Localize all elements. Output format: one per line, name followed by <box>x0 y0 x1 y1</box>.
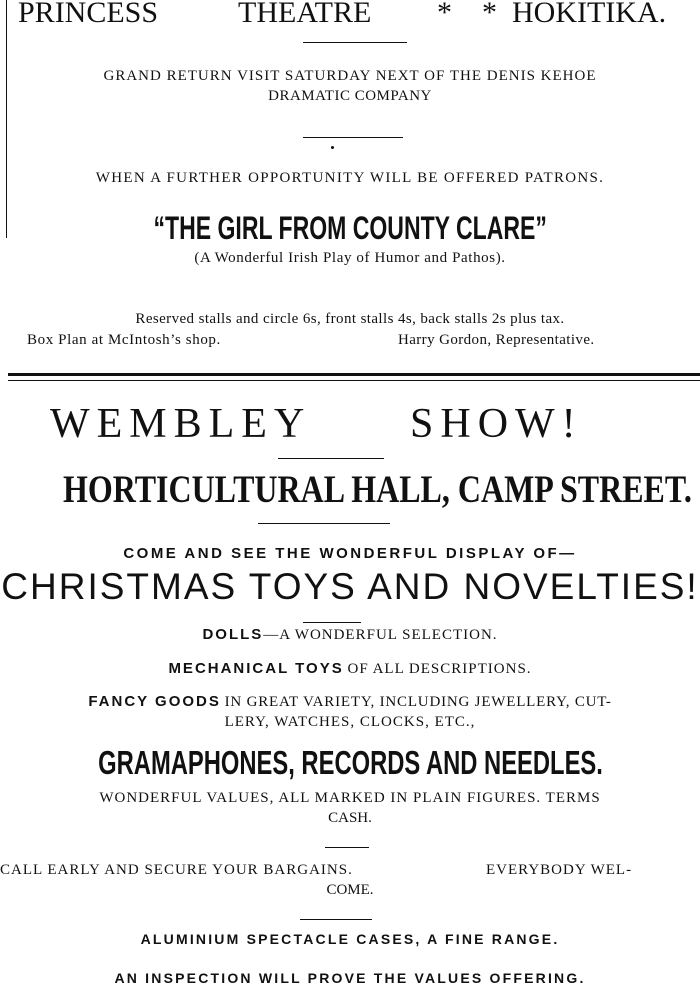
play-subtitle: (A Wonderful Irish Play of Humor and Pathos). <box>194 250 506 266</box>
divider-rule <box>303 622 361 623</box>
title-asterisk-2: * <box>482 0 497 29</box>
title-wembley: WEMBLEY <box>50 401 312 447</box>
theatre-title <box>0 0 700 30</box>
title-asterisk-1: * <box>437 0 452 29</box>
divider-rule <box>300 919 372 920</box>
representative-text: Harry Gordon, Representative. <box>398 332 595 348</box>
divider-rule <box>325 847 369 848</box>
left-border-line <box>6 0 7 238</box>
come-and-see-line: COME AND SEE THE WONDERFUL DISPLAY OF— <box>123 545 577 562</box>
call-early-line-1: CALL EARLY AND SECURE YOUR BARGAINS. EVERYBODY WEL- <box>0 862 633 878</box>
title-hokitika: HOKITIKA. <box>512 0 667 29</box>
aluminium-line: ALUMINIUM SPECTACLE CASES, A FINE RANGE. <box>140 931 560 947</box>
venue-line: HORTICULTURAL HALL, CAMP STREET. <box>63 468 692 511</box>
title-theatre: THEATRE <box>238 0 372 29</box>
christmas-headline: CHRISTMAS TOYS AND NOVELTIES! <box>1 566 699 607</box>
divider-dot <box>331 146 334 149</box>
play-title: “THE GIRL FROM COUNTY CLARE” <box>153 210 547 246</box>
values-line-2: CASH. <box>328 810 372 826</box>
fancy-goods-line-1: FANCY GOODS IN GREAT VARIETY, INCLUDING JEWELLERY, CUT- <box>88 693 612 710</box>
divider-rule <box>278 458 384 459</box>
title-show: SHOW! <box>410 401 583 447</box>
title-princess: PRINCESS <box>18 0 159 29</box>
separator-rule-bottom <box>8 380 700 381</box>
divider-rule <box>303 42 407 43</box>
values-line-1: WONDERFUL VALUES, ALL MARKED IN PLAIN FIGURES. TERMS <box>99 790 601 806</box>
opportunity-line: WHEN A FURTHER OPPORTUNITY WILL BE OFFERED PATRONS. <box>95 170 605 186</box>
prices-line: Reserved stalls and circle 6s, front stalls 4s, back stalls 2s plus tax. <box>135 311 565 327</box>
gramaphones-line: GRAMAPHONES, RECORDS AND NEEDLES. <box>98 744 603 781</box>
separator-rule-top <box>8 373 700 376</box>
divider-rule <box>303 137 403 138</box>
mechanical-line: MECHANICAL TOYS OF ALL DESCRIPTIONS. <box>168 660 532 677</box>
box-plan-text: Box Plan at McIntosh’s shop. <box>27 332 221 348</box>
call-early-line-2: COME. <box>326 882 374 898</box>
wembley-title <box>0 400 700 448</box>
box-plan-row <box>0 332 700 352</box>
intro-line-2: DRAMATIC COMPANY <box>268 88 432 104</box>
dolls-line: DOLLS—A WONDERFUL SELECTION. <box>202 626 498 643</box>
inspection-line: AN INSPECTION WILL PROVE THE VALUES OFFERING. <box>114 970 586 986</box>
divider-rule <box>258 523 390 524</box>
fancy-goods-line-2: LERY, WATCHES, CLOCKS, ETC., <box>224 714 476 730</box>
intro-line-1: GRAND RETURN VISIT SATURDAY NEXT OF THE DENIS KEHOE <box>103 68 597 84</box>
